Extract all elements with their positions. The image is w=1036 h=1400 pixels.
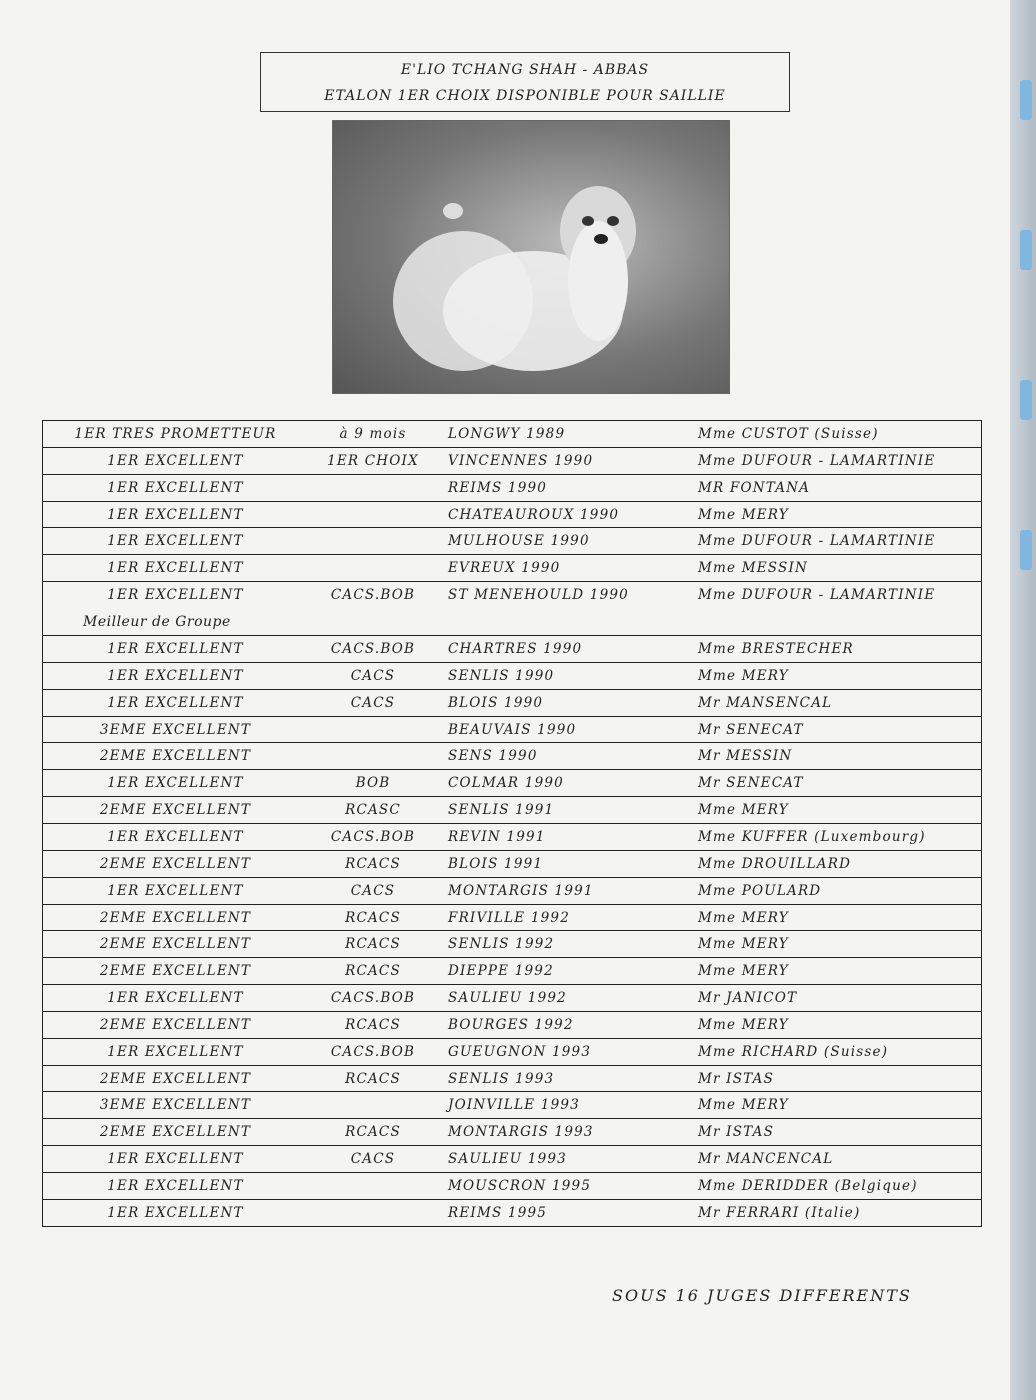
place-cell: 3EME EXCELLENT (99, 721, 252, 738)
table-row (42, 851, 982, 878)
table-row (42, 905, 982, 932)
place-cell: 2EME EXCELLENT (99, 1070, 252, 1087)
judge-cell: MR FONTANA (698, 479, 811, 496)
show-cell: EVREUX 1990 (448, 560, 561, 577)
award-cell: CACS (350, 882, 396, 899)
binder-edge (1010, 0, 1036, 1400)
place-cell: 1ER EXCELLENT (107, 1177, 244, 1194)
place-cell: 2EME EXCELLENT (99, 963, 252, 980)
judge-cell: Mme MERY (698, 1016, 789, 1033)
show-cell: SAULIEU 1992 (448, 990, 567, 1007)
award-cell: RCACS (345, 936, 401, 953)
table-row (42, 1173, 982, 1200)
place-cell: 2EME EXCELLENT (99, 936, 252, 953)
binder-tab (1020, 530, 1032, 570)
place-cell: 1ER EXCELLENT (107, 1043, 244, 1060)
show-cell: MONTARGIS 1991 (448, 882, 594, 899)
row-note: Meilleur de Groupe (83, 614, 231, 631)
show-cell: SENLIS 1990 (448, 667, 555, 684)
table-row (42, 448, 982, 475)
table-row (42, 717, 982, 744)
judges-footer: SOUS 16 JUGES DIFFERENTS (612, 1286, 912, 1305)
place-cell: 2EME EXCELLENT (99, 748, 252, 765)
award-cell: BOB (355, 775, 391, 792)
show-cell: COLMAR 1990 (448, 775, 564, 792)
table-row (42, 1146, 982, 1173)
table-row (42, 1200, 982, 1227)
show-cell: MOUSCRON 1995 (448, 1177, 592, 1194)
judge-cell: Mr FERRARI (Italie) (698, 1204, 861, 1221)
show-cell: REVIN 1991 (448, 828, 546, 845)
award-cell: CACS (350, 694, 396, 711)
place-cell: 3EME EXCELLENT (99, 1097, 252, 1114)
show-cell: MONTARGIS 1993 (448, 1124, 594, 1141)
show-cell: JOINVILLE 1993 (448, 1097, 580, 1114)
table-row (42, 502, 982, 529)
award-cell: CACS.BOB (330, 1043, 416, 1060)
judge-cell: Mr ISTAS (698, 1124, 775, 1141)
place-cell: 1ER EXCELLENT (107, 587, 244, 604)
judge-cell: Mme MERY (698, 963, 789, 980)
table-row (42, 878, 982, 905)
award-cell: RCACS (345, 1070, 401, 1087)
judge-cell: Mr MANSENCAL (698, 694, 833, 711)
award-cell: 1ER CHOIX (327, 452, 419, 469)
place-cell: 1ER EXCELLENT (107, 1151, 244, 1168)
table-row (42, 1119, 982, 1146)
table-row (42, 582, 982, 636)
award-cell: CACS (350, 1151, 396, 1168)
award-cell: RCACS (345, 1124, 401, 1141)
place-cell: 2EME EXCELLENT (99, 855, 252, 872)
table-row (42, 528, 982, 555)
show-cell: SENLIS 1991 (448, 802, 555, 819)
results-table (42, 420, 982, 1227)
table-row (42, 743, 982, 770)
dog-illustration (373, 151, 673, 381)
title-line-2: ETALON 1ER CHOIX DISPONIBLE POUR SAILLIE (324, 88, 726, 104)
award-cell: RCACS (345, 1016, 401, 1033)
place-cell: 1ER EXCELLENT (107, 882, 244, 899)
show-cell: BLOIS 1990 (448, 694, 544, 711)
place-cell: 1ER EXCELLENT (107, 667, 244, 684)
award-cell: CACS.BOB (330, 828, 416, 845)
award-cell: RCACS (345, 963, 401, 980)
judge-cell: Mme MERY (698, 506, 789, 523)
award-cell: CACS (350, 667, 396, 684)
judge-cell: Mme RICHARD (Suisse) (698, 1043, 889, 1060)
judge-cell: Mme MERY (698, 667, 789, 684)
show-cell: DIEPPE 1992 (448, 963, 554, 980)
place-cell: 1ER EXCELLENT (107, 775, 244, 792)
show-cell: BOURGES 1992 (448, 1016, 574, 1033)
judge-cell: Mme DROUILLARD (698, 855, 852, 872)
show-cell: VINCENNES 1990 (448, 452, 594, 469)
table-row (42, 421, 982, 448)
table-row (42, 1092, 982, 1119)
judge-cell: Mme MERY (698, 1097, 789, 1114)
judge-cell: Mme CUSTOT (Suisse) (698, 426, 879, 442)
judge-cell: Mme KUFFER (Luxembourg) (698, 828, 926, 845)
show-cell: BLOIS 1991 (448, 855, 544, 872)
place-cell: 1ER EXCELLENT (107, 533, 244, 550)
table-row (42, 636, 982, 663)
place-cell: 1ER EXCELLENT (107, 694, 244, 711)
show-cell: SENLIS 1993 (448, 1070, 555, 1087)
table-row (42, 824, 982, 851)
table-row (42, 958, 982, 985)
judge-cell: Mr SENECAT (698, 721, 804, 738)
binder-tab (1020, 380, 1032, 420)
judge-cell: Mme BRESTECHER (698, 641, 854, 658)
place-cell: 1ER EXCELLENT (107, 560, 244, 577)
table-row (42, 555, 982, 582)
table-row (42, 1039, 982, 1066)
binder-tab (1020, 230, 1032, 270)
title-box (260, 52, 790, 112)
dog-photo (332, 120, 730, 394)
show-cell: BEAUVAIS 1990 (448, 721, 577, 738)
award-cell: à 9 mois (339, 426, 407, 442)
show-cell: ST MENEHOULD 1990 (448, 587, 629, 604)
place-cell: 1ER EXCELLENT (107, 452, 244, 469)
judge-cell: Mr SENECAT (698, 775, 804, 792)
judge-cell: Mr ISTAS (698, 1070, 775, 1087)
judge-cell: Mr MESSIN (698, 748, 793, 765)
place-cell: 1ER EXCELLENT (107, 1204, 244, 1221)
judge-cell: Mme DUFOUR - LAMARTINIE (698, 533, 936, 550)
place-cell: 2EME EXCELLENT (99, 802, 252, 819)
show-cell: CHARTRES 1990 (448, 641, 583, 658)
judge-cell: Mr MANCENCAL (698, 1151, 834, 1168)
table-row (42, 475, 982, 502)
place-cell: 1ER EXCELLENT (107, 990, 244, 1007)
show-cell: MULHOUSE 1990 (448, 533, 590, 550)
show-cell: SAULIEU 1993 (448, 1151, 567, 1168)
award-cell: CACS.BOB (330, 641, 416, 658)
table-row (42, 985, 982, 1012)
award-cell: RCASC (345, 802, 401, 819)
judge-cell: Mme MERY (698, 802, 789, 819)
table-row (42, 797, 982, 824)
judge-cell: Mme DUFOUR - LAMARTINIE (698, 452, 936, 469)
show-cell: REIMS 1990 (448, 479, 548, 496)
judge-cell: Mme MERY (698, 909, 789, 926)
binder-tab (1020, 80, 1032, 120)
place-cell: 1ER EXCELLENT (107, 479, 244, 496)
table-row (42, 1012, 982, 1039)
show-cell: REIMS 1995 (448, 1204, 548, 1221)
place-cell: 1ER TRES PROMETTEUR (74, 426, 277, 442)
place-cell: 2EME EXCELLENT (99, 1016, 252, 1033)
show-cell: LONGWY 1989 (448, 426, 566, 442)
award-cell: CACS.BOB (330, 587, 416, 604)
judge-cell: Mme POULARD (698, 882, 822, 899)
show-cell: GUEUGNON 1993 (448, 1043, 592, 1060)
show-cell: SENS 1990 (448, 748, 538, 765)
table-row (42, 663, 982, 690)
award-cell: CACS.BOB (330, 990, 416, 1007)
place-cell: 1ER EXCELLENT (107, 641, 244, 658)
title-line-1: E'LIO TCHANG SHAH - ABBAS (400, 62, 650, 78)
judge-cell: Mr JANICOT (698, 990, 798, 1007)
judge-cell: Mme MERY (698, 936, 789, 953)
show-cell: FRIVILLE 1992 (448, 909, 570, 926)
judge-cell: Mme DUFOUR - LAMARTINIE (698, 587, 936, 604)
judge-cell: Mme MESSIN (698, 560, 808, 577)
place-cell: 2EME EXCELLENT (99, 909, 252, 926)
table-row (42, 770, 982, 797)
table-row (42, 1066, 982, 1093)
award-cell: RCACS (345, 909, 401, 926)
table-row (42, 931, 982, 958)
award-cell: RCACS (345, 855, 401, 872)
table-row (42, 690, 982, 717)
show-cell: SENLIS 1992 (448, 936, 555, 953)
show-cell: CHATEAUROUX 1990 (448, 506, 620, 523)
place-cell: 1ER EXCELLENT (107, 506, 244, 523)
place-cell: 1ER EXCELLENT (107, 828, 244, 845)
place-cell: 2EME EXCELLENT (99, 1124, 252, 1141)
judge-cell: Mme DERIDDER (Belgique) (698, 1177, 918, 1194)
